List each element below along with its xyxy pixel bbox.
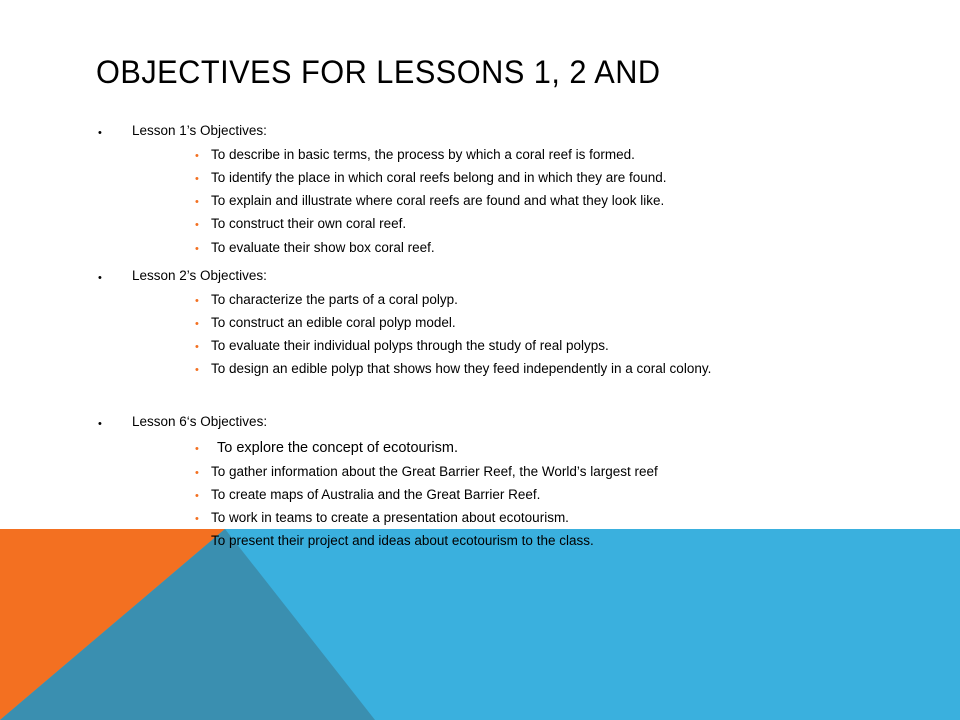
objective-text: To describe in basic terms, the process by which a coral reef is formed. <box>211 147 635 162</box>
bullet-icon: • <box>195 196 199 208</box>
bullet-icon: • <box>98 127 102 139</box>
bullet-icon: • <box>195 341 199 353</box>
objective-text: To evaluate their individual polyps through the study of real polyps. <box>211 338 609 353</box>
bullet-icon: • <box>195 490 199 502</box>
objective-text: To explain and illustrate where coral reefs are found and what they look like. <box>211 193 665 208</box>
bullet-icon: • <box>195 295 199 307</box>
bullet-icon: • <box>195 173 199 185</box>
objective-text: To gather information about the Great Barrier Reef, the World’s largest reef <box>211 464 658 479</box>
objective-text: To characterize the parts of a coral polyp. <box>211 292 458 307</box>
bullet-icon: • <box>195 536 199 548</box>
lesson-heading-text: Lesson 6‘s Objectives: <box>132 414 268 429</box>
objective-text: To work in teams to create a presentation about ecotourism. <box>211 510 569 525</box>
bullet-icon: • <box>195 364 199 376</box>
lesson-heading-text: Lesson 2’s Objectives: <box>132 268 267 283</box>
lesson-heading-text: Lesson 1’s Objectives: <box>132 123 267 138</box>
objective-text: To construct their own coral reef. <box>211 216 407 231</box>
objective-text: To construct an edible coral polyp model. <box>211 315 456 330</box>
objective-text: To identify the place in which coral reefs belong and in which they are found. <box>211 170 667 185</box>
bullet-icon: • <box>98 418 102 430</box>
objective-text: To explore the concept of ecotourism. <box>217 440 458 456</box>
bullet-icon: • <box>98 272 102 284</box>
bullet-icon: • <box>195 243 199 255</box>
bullet-icon: • <box>195 467 199 479</box>
objective-text: To present their project and ideas about ecotourism to the class. <box>211 533 594 548</box>
objective-text: To create maps of Australia and the Great Barrier Reef. <box>211 487 541 502</box>
bullet-icon: • <box>195 150 199 162</box>
objective-text: To design an edible polyp that shows how they feed independently in a coral colony. <box>211 361 712 376</box>
bullet-icon: • <box>195 443 199 455</box>
bullet-icon: • <box>195 219 199 231</box>
bullet-icon: • <box>195 513 199 525</box>
objective-text: To evaluate their show box coral reef. <box>211 240 435 255</box>
slide-title: OBJECTIVES FOR LESSONS 1, 2 AND <box>96 54 661 90</box>
bullet-icon: • <box>195 318 199 330</box>
